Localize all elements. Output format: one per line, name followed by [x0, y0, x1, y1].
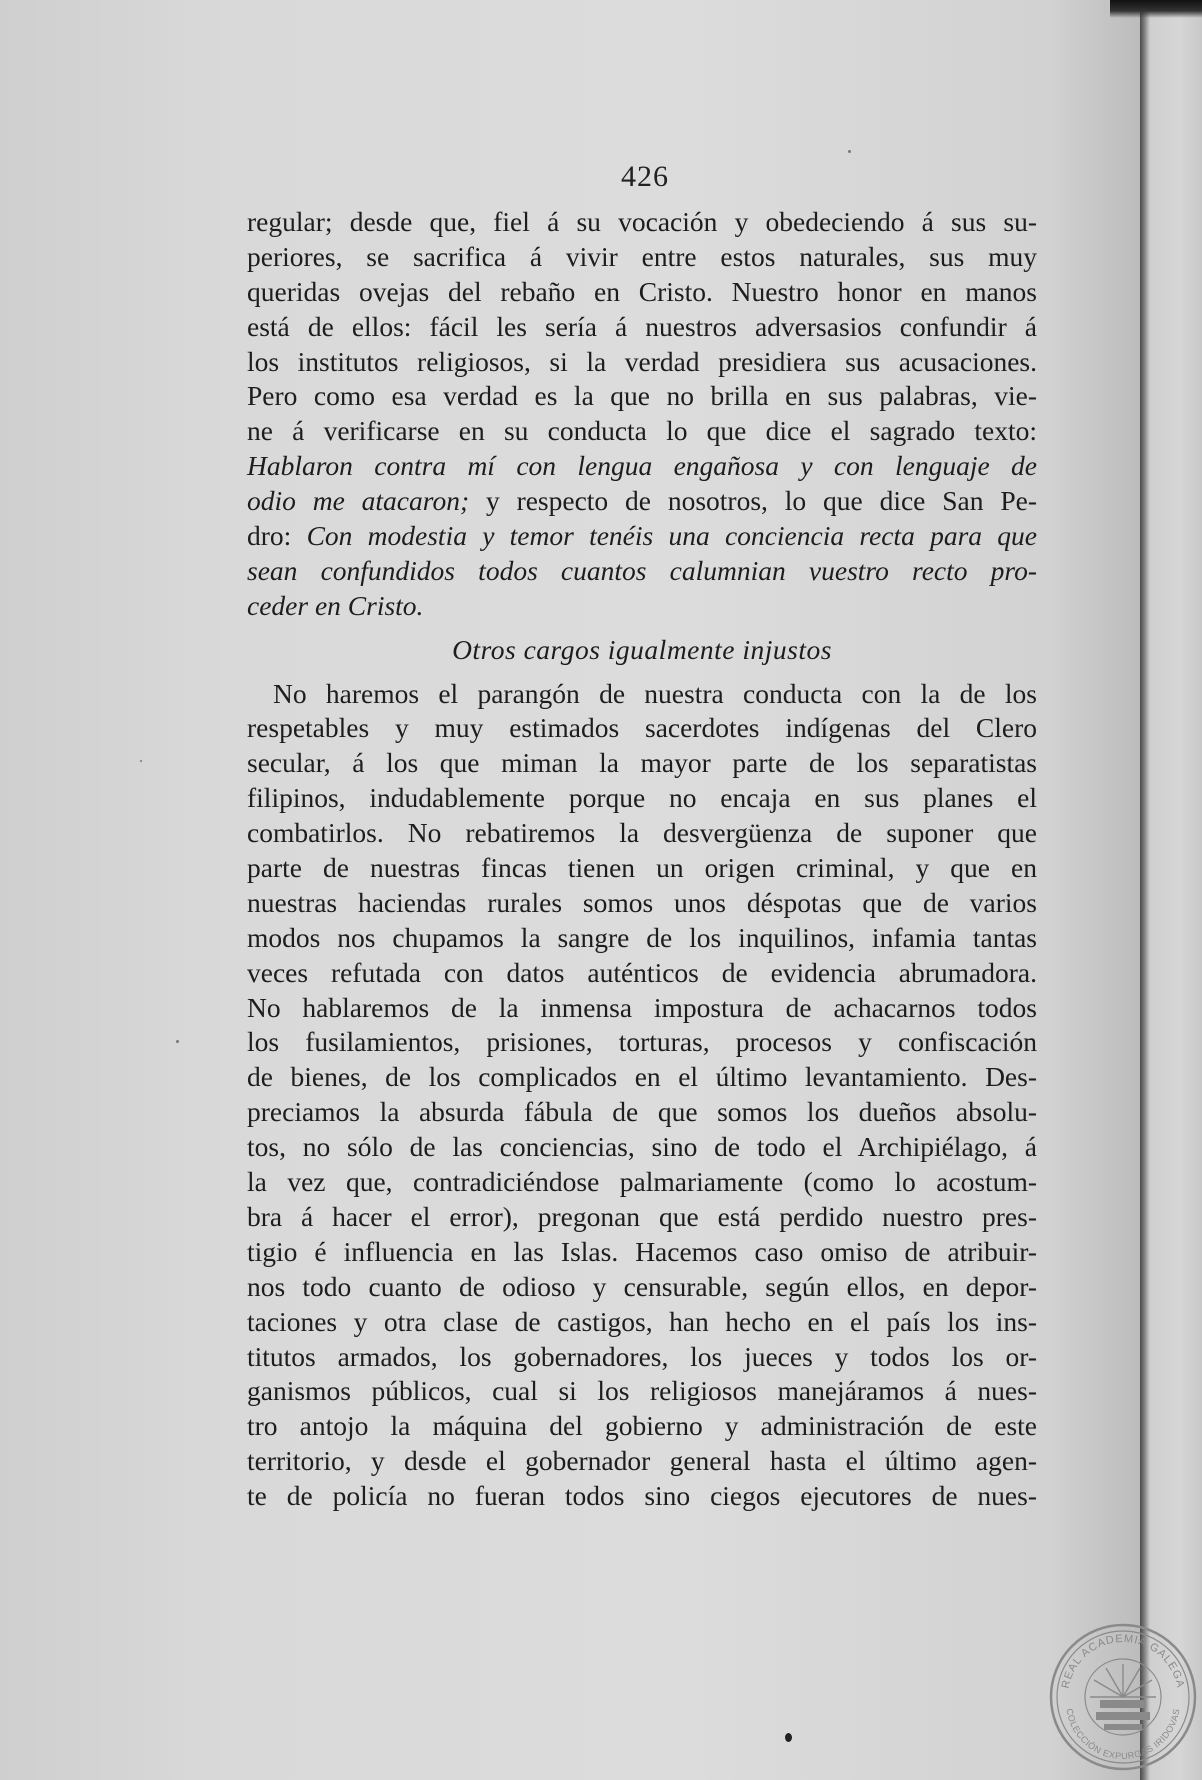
text: secular, á los que miman la mayor parte de los separatistas: [247, 747, 1037, 779]
text-line: [247, 310, 1037, 345]
text: tro antojo la máquina del gobierno y administración de este: [247, 1410, 1037, 1442]
text: está de ellos: fácil les sería á nuestros adversasios confundir á: [247, 310, 1037, 342]
text: ne á verificarse en su conducta lo que dice el sagrado texto:: [247, 415, 1037, 447]
paper-speck: [848, 150, 851, 153]
text: veces refutada con datos auténticos de evidencia abrumadora.: [247, 956, 1037, 988]
italic-text: sean confundidos todos cuantos calumnian vuestro recto pro-: [247, 554, 1037, 586]
text-line: [247, 519, 1037, 554]
text-line: [247, 1060, 1037, 1095]
text: preciamos la absurda fábula de que somos los dueños absolu-: [247, 1096, 1037, 1128]
text: titutos armados, los gobernadores, los jueces y todos los or-: [247, 1340, 1037, 1372]
text: nuestras haciendas rurales somos unos déspotas que de varios: [247, 886, 1037, 918]
section-heading: Otros cargos igualmente injustos: [452, 633, 832, 665]
text-line: [247, 240, 1037, 275]
text-line: [247, 1025, 1037, 1060]
text-line: [247, 1444, 1037, 1479]
text-line: [247, 1095, 1037, 1130]
text-line: [247, 781, 1037, 816]
scan-shadow: [1110, 0, 1202, 18]
text-line: [247, 379, 1037, 414]
text-line: [247, 275, 1037, 310]
text-line: [247, 746, 1037, 781]
text-line: [247, 886, 1037, 921]
text: los fusilamientos, prisiones, torturas, procesos y confiscación: [247, 1026, 1037, 1058]
text: taciones y otra clase de castigos, han hecho en el país los ins-: [247, 1305, 1037, 1337]
text-line: [247, 1305, 1037, 1340]
library-seal-stamp: [1048, 1622, 1198, 1772]
text-line: [247, 851, 1037, 886]
text: dro:: [247, 520, 307, 552]
text-line: [247, 1479, 1037, 1514]
text-line: [247, 711, 1037, 746]
paper-speck: [176, 1040, 179, 1043]
seal-text-bottom: COLECCIÓN EXPURGAS IRIDOVAS: [1064, 1707, 1182, 1762]
text-line: [247, 449, 1037, 484]
text-line: [247, 345, 1037, 380]
text: parte de nuestras fincas tienen un origen criminal, y que en: [247, 852, 1037, 884]
text: regular; desde que, fiel á su vocación y obedeciendo á sus su-: [247, 206, 1037, 237]
text: filipinos, indudablemente porque no encaja en sus planes el: [247, 782, 1037, 814]
text: tos, no sólo de las conciencias, sino de todo el Archipiélago, á: [247, 1131, 1037, 1163]
text-line: [247, 921, 1037, 956]
text-line: [247, 1270, 1037, 1305]
text-line: [247, 205, 1037, 240]
text: queridas ovejas del rebaño en Cristo. Nuestro honor en manos: [247, 275, 1037, 307]
text: Pero como esa verdad es la que no brilla en sus palabras, vie-: [247, 380, 1037, 412]
text-line: [247, 956, 1037, 991]
paragraph-main: [247, 677, 1037, 1514]
text-line: [247, 1409, 1037, 1444]
text-line: [247, 1165, 1037, 1200]
text: te de policía no fueran todos sino ciegos ejecutores de nues-: [247, 1480, 1037, 1512]
italic-text: Con modestia y temor tenéis una conciencia recta para que: [306, 520, 1037, 552]
text-line: [247, 1130, 1037, 1165]
text: ganismos públicos, cual si los religiosos manejáramos á nues-: [247, 1375, 1037, 1407]
text: nos todo cuanto de odioso y censurable, según ellos, en depor-: [247, 1270, 1037, 1302]
text-line: [247, 1340, 1037, 1375]
italic-text: ceder en Cristo.: [247, 589, 424, 621]
paragraph-continued: [247, 205, 1037, 624]
italic-text: Hablaron contra mí con lengua engañosa y con lenguaje de: [247, 450, 1037, 482]
text-line: [247, 484, 1037, 519]
text: periores, se sacrifica á vivir entre estos naturales, sus muy: [247, 240, 1037, 272]
next-page-edge: [1140, 0, 1202, 1780]
text-line: [247, 677, 1037, 712]
text-line: [247, 1200, 1037, 1235]
text-line: [247, 414, 1037, 449]
body-text: [247, 205, 1037, 1514]
text: bra á hacer el error), pregonan que está perdido nuestro pres-: [247, 1200, 1037, 1232]
text: No hablaremos de la inmensa impostura de achacarnos todos: [247, 991, 1037, 1023]
text: No haremos el parangón de nuestra conducta con la de los: [273, 677, 1037, 709]
text-line: [247, 1235, 1037, 1270]
text-line: [247, 1374, 1037, 1409]
text: los institutos religiosos, si la verdad presidiera sus acusaciones.: [247, 345, 1037, 377]
text: y respecto de nosotros, lo que dice San Pe-: [469, 485, 1037, 517]
text: combatirlos. No rebatiremos la desvergüenza de suponer que: [247, 817, 1037, 849]
seal-text-top: REAL ACADEMIA GALEGA: [1059, 1632, 1187, 1690]
ink-dot: [785, 1733, 792, 1742]
paper-speck: [140, 760, 142, 762]
text-line: [247, 991, 1037, 1026]
text: de bienes, de los complicados en el último levantamiento. Des-: [247, 1061, 1037, 1093]
text-line: [247, 589, 1037, 624]
text: la vez que, contradiciéndose palmariamente (como lo acostum-: [247, 1166, 1037, 1198]
page-number: 426: [621, 160, 669, 193]
text: tigio é influencia en las Islas. Hacemos caso omiso de atribuir-: [247, 1235, 1037, 1267]
text: modos nos chupamos la sangre de los inquilinos, infamia tantas: [247, 921, 1037, 953]
text: territorio, y desde el gobernador general hasta el último agen-: [247, 1445, 1037, 1477]
italic-text: odio me atacaron;: [247, 485, 470, 517]
text: respetables y muy estimados sacerdotes indígenas del Clero: [247, 712, 1037, 744]
text-line: [247, 554, 1037, 589]
text-line: [247, 816, 1037, 851]
